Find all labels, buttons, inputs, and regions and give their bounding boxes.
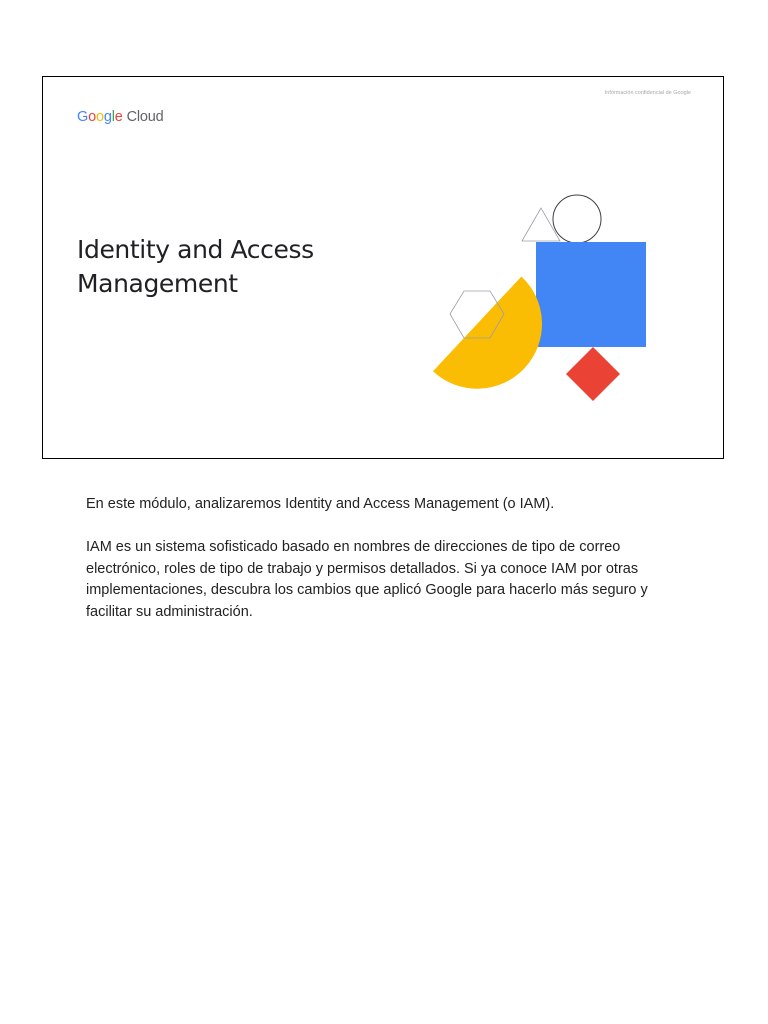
notes-paragraph: IAM es un sistema sofisticado basado en nombres de direcciones de tipo de correo electrónico, roles de tipo de trabajo y permisos detallados. Si ya conoce IAM por otras implementaciones, descubra los cambios que aplicó Google para hacerlo más seguro y facilitar su administración.: [86, 539, 648, 620]
notes-paragraph: En este módulo, analizaremos Identity and Access Management (o IAM).: [86, 496, 555, 512]
slide-thumbnail: [42, 76, 724, 459]
title-line-1: Identity and Access: [77, 235, 314, 264]
logo-letter: e: [114, 109, 123, 125]
logo-letter: o: [88, 109, 96, 125]
decorative-shapes: [43, 77, 724, 459]
outline-circle-shape: [553, 195, 601, 243]
logo-letter: o: [95, 109, 104, 125]
logo-letter: G: [77, 109, 89, 125]
logo-letter: g: [103, 109, 112, 125]
speaker-notes: [86, 494, 696, 645]
logo-letter: l: [111, 109, 115, 125]
cloud-wordmark: Cloud: [126, 109, 164, 125]
red-diamond-shape: [566, 347, 620, 401]
title-line-2: Management: [77, 269, 238, 298]
confidential-label: Información confidencial de Google: [604, 90, 691, 96]
yellow-half-circle-shape: [433, 277, 542, 389]
blue-square-shape: [536, 242, 646, 347]
